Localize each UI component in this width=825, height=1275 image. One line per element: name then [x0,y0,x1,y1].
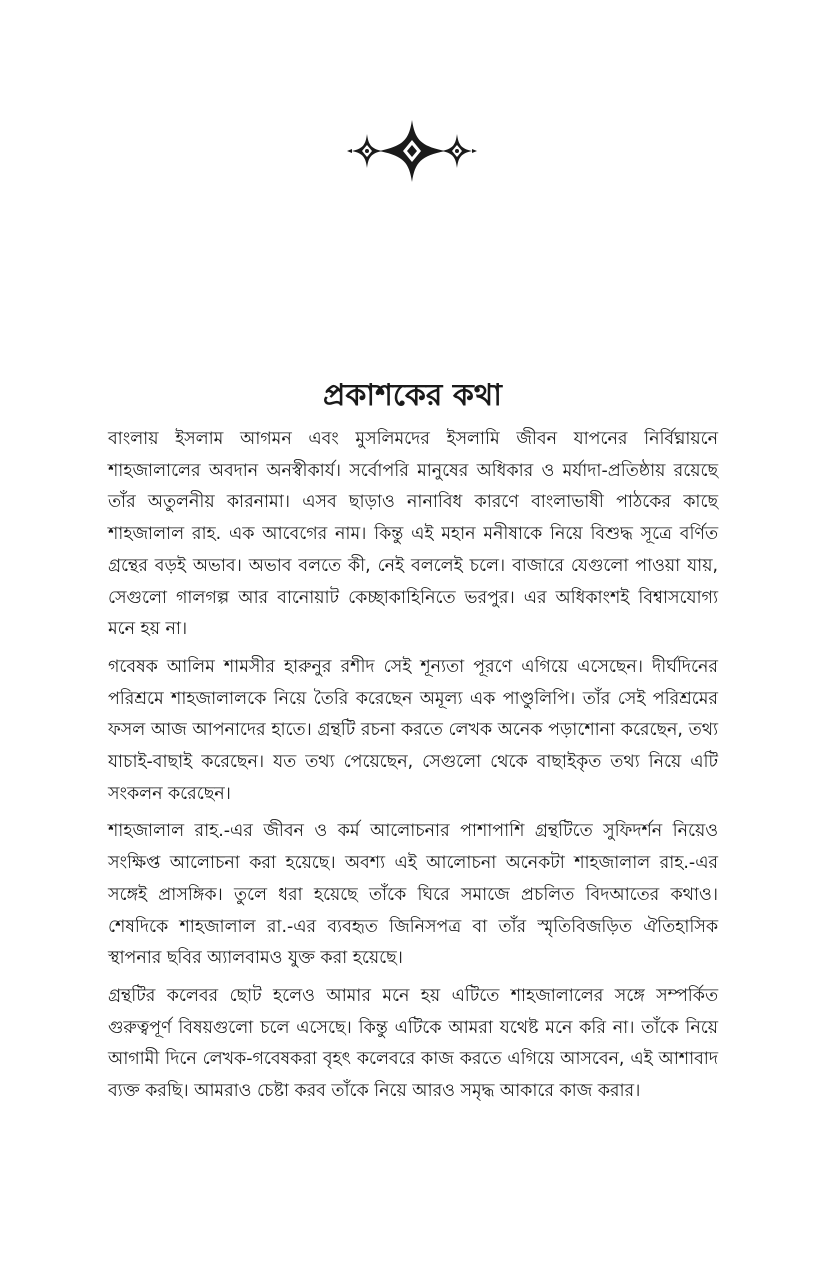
four-point-star-ornament-icon [345,118,479,184]
page-title: প্রকাশকের কথা [323,378,502,414]
paragraph-1: বাংলায় ইসলাম আগমন এবং মুসলিমদের ইসলামি জীবন যাপনের নির্বিঘ্নায়নে শাহজালালের অবদান অনস্বীকার্য। সর্বোপরি মানুষের অধিকার ও মর্যাদা-প্রতিষ্ঠায় রয়েছে তাঁর অতুলনীয় কারনামা। এসব ছাড়াও নানাবিধ কারণে বাংলাভাষী পাঠকের কাছে শাহজালাল রাহ. এক আবেগের নাম। কিন্তু এই মহান মনীষাকে নিয়ে বিশুদ্ধ সূত্রে বর্ণিত গ্রন্থের বড়ই অভাব। অভাব বলতে কী, নেই বললেই চলে। বাজারে যেগুলো পাওয়া যায়, সেগুলো গালগল্প আর বানোয়াট কেচ্ছাকাহিনিতে ভরপুর। এর অধিকাংশই বিশ্বাসযোগ্য মনে হয় না। [108,429,718,640]
body-text [108,424,718,1114]
paragraph-4: গ্রন্থটির কলেবর ছোট হলেও আমার মনে হয় এটিতে শাহজালালের সঙ্গে সম্পর্কিত গুরুত্বপূর্ণ বিষয়গুলো চলে এসেছে। কিন্তু এটিকে আমরা যথেষ্ট মনে করি না। তাঁকে নিয়ে আগামী দিনে লেখক-গবেষকরা বৃহৎ কলেবরে কাজ করতে এগিয়ে আসবেন, এই আশাবাদ ব্যক্ত করছি। আমরাও চেষ্টা করব তাঁকে নিয়ে আরও সমৃদ্ধ আকারে কাজ করার। [108,985,718,1102]
paragraph-3: শাহজালাল রাহ.-এর জীবন ও কর্ম আলোচনার পাশাপাশি গ্রন্থটিতে সুফিদর্শন নিয়েও সংক্ষিপ্ত আলোচনা করা হয়েছে। অবশ্য এই আলোচনা অনেকটা শাহজালাল রাহ.-এর সঙ্গেই প্রাসঙ্গিক। তুলে ধরা হয়েছে তাঁকে ঘিরে সমাজে প্রচলিত বিদআতের কথাও। শেষদিকে শাহজালাল রা.-এর ব্যবহৃত জিনিসপত্র বা তাঁর স্মৃতিবিজড়িত ঐতিহাসিক স্থাপনার ছবির অ্যালবামও যুক্ত করা হয়েছে। [108,821,718,969]
paragraph-2: গবেষক আলিম শামসীর হারুনুর রশীদ সেই শূন্যতা পূরণে এগিয়ে এসেছেন। দীর্ঘদিনের পরিশ্রমে শাহজালালকে নিয়ে তৈরি করেছেন অমূল্য এক পাণ্ডুলিপি। তাঁর সেই পরিশ্রমের ফসল আজ আপনাদের হাতে। গ্রন্থটি রচনা করতে লেখক অনেক পড়াশোনা করেছেন, তথ্য যাচাই-বাছাই করেছেন। যত তথ্য পেয়েছেন, সেগুলো থেকে বাছাইকৃত তথ্য নিয়ে এটি সংকলন করেছেন। [108,656,718,804]
